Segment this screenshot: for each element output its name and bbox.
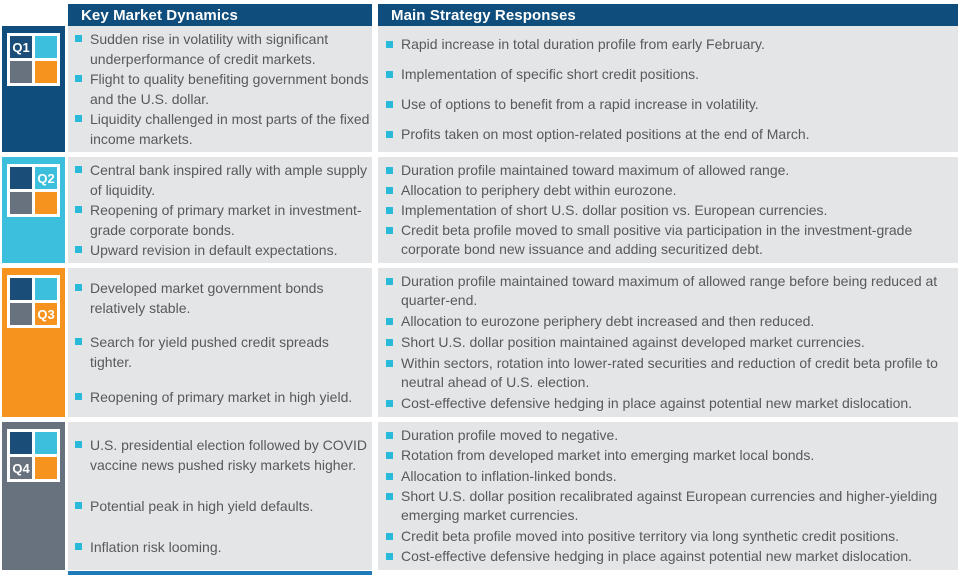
bullet-item (386, 181, 950, 200)
bullet-text: Allocation to periphery debt within eurozone. (401, 181, 677, 198)
bullet-square-icon (386, 131, 393, 138)
bullet-item (386, 35, 950, 54)
bullet-square-icon (75, 543, 82, 550)
bullet-item (386, 95, 950, 114)
quadrant-label-q3: Q3 (35, 303, 57, 325)
bullet-text: Duration profile maintained toward maximum of allowed range. (401, 161, 790, 178)
bullet-text: Credit beta profile moved to small positive via participation in the investment-grade corporate bond new issuance and adding securitized debt. (401, 222, 913, 258)
bullet-square-icon (386, 360, 393, 367)
bullet-item (386, 201, 950, 220)
responses-cell (378, 268, 958, 417)
dynamics-cell (68, 268, 372, 417)
bullet-square-icon (75, 284, 82, 291)
bullet-item (386, 312, 950, 331)
bullet-square-icon (386, 339, 393, 346)
quadrant-bottom-right-icon (35, 192, 57, 214)
bullet-square-icon (386, 41, 393, 48)
responses-cell (378, 157, 958, 263)
bullet-item (75, 109, 370, 149)
bullet-text: Reopening of primary market in investment-grade corporate bonds. (90, 202, 362, 238)
bullet-square-icon (386, 493, 393, 500)
bullet-text: Rapid increase in total duration profile from early February. (401, 35, 765, 52)
quarter-row (0, 422, 960, 570)
bullet-square-icon (75, 166, 82, 173)
bullet-text: U.S. presidential election followed by COVID vaccine news pushed risky markets higher. (90, 437, 368, 474)
quadrant-top-right-icon (35, 278, 57, 300)
bullet-item (386, 272, 950, 310)
bullet-square-icon (75, 502, 82, 509)
bullet-item (386, 446, 950, 465)
bullet-item (386, 354, 950, 392)
bullet-square-icon (386, 432, 393, 439)
bullet-item (75, 200, 370, 240)
bullet-item (386, 125, 950, 144)
bullet-square-icon (75, 393, 82, 400)
bullet-item (75, 240, 370, 260)
quadrant-label-q2: Q2 (35, 167, 57, 189)
quarter-row (0, 26, 960, 152)
bullet-text: Short U.S. dollar position recalibrated against European currencies and higher-yielding emerging market currencies. (401, 488, 938, 524)
bullet-item (75, 387, 370, 407)
column-header-key-market-dynamics: Key Market Dynamics (68, 4, 372, 26)
bullet-text: Duration profile moved to negative. (401, 426, 619, 443)
bullet-square-icon (386, 400, 393, 407)
bullet-text: Flight to quality benefiting government bonds and the U.S. dollar. (90, 71, 369, 107)
bullet-square-icon (386, 187, 393, 194)
quadrant-bottom-right-icon (35, 457, 57, 479)
bullet-text: Central bank inspired rally with ample supply of liquidity. (90, 162, 368, 198)
bullet-square-icon (75, 35, 82, 42)
bottom-accent-rule (68, 571, 372, 575)
bullet-square-icon (386, 452, 393, 459)
bullet-text: Upward revision in default expectations. (90, 242, 338, 258)
bullet-text: Inflation risk looming. (90, 538, 222, 555)
quadrant-label-q4: Q4 (10, 457, 32, 479)
quarter-quadrant-icon (7, 164, 60, 217)
bullet-text: Reopening of primary market in high yield. (90, 388, 353, 405)
bullet-item (75, 278, 370, 318)
quadrant-bottom-left-icon (10, 303, 32, 325)
quadrant-bottom-left-icon (10, 61, 32, 83)
bullet-square-icon (386, 533, 393, 540)
bullet-square-icon (75, 206, 82, 213)
bullet-square-icon (386, 553, 393, 560)
bullet-text: Short U.S. dollar position maintained against developed market currencies. (401, 334, 865, 350)
dynamics-cell (68, 26, 372, 152)
bullet-square-icon (386, 278, 393, 285)
quadrant-top-right-icon (35, 432, 57, 454)
bullet-square-icon (386, 227, 393, 234)
quarter-quadrant-icon (7, 33, 60, 86)
quarter-row (0, 157, 960, 263)
quarter-panel (2, 422, 65, 570)
bullet-item (386, 547, 950, 566)
bullet-text: Within sectors, rotation into lower-rated securities and reduction of credit beta profile to neutral ahead of U.S. election. (401, 355, 938, 390)
bullet-text: Developed market government bonds relatively stable. (90, 280, 324, 317)
quarter-panel (2, 26, 65, 152)
quarter-panel (2, 268, 65, 417)
bullet-text: Allocation to eurozone periphery debt increased and then reduced. (401, 313, 815, 329)
bullet-item (386, 527, 950, 546)
bullet-text: Use of options to benefit from a rapid increase in volatility. (401, 95, 759, 112)
bullet-square-icon (75, 441, 82, 448)
bullet-item (75, 29, 370, 69)
quadrant-top-left-icon (10, 167, 32, 189)
dynamics-cell (68, 157, 372, 263)
bullet-square-icon (386, 318, 393, 325)
quadrant-bottom-right-icon (35, 61, 57, 83)
bullet-text: Liquidity challenged in most parts of the fixed income markets. (90, 111, 370, 147)
bullet-text: Implementation of specific short credit positions. (401, 65, 700, 82)
bullet-text: Allocation to inflation-linked bonds. (401, 467, 617, 484)
column-header-main-strategy-responses: Main Strategy Responses (378, 4, 958, 26)
bullet-square-icon (75, 338, 82, 345)
quadrant-top-left-icon (10, 432, 32, 454)
bullet-item (75, 160, 370, 200)
bullet-square-icon (386, 101, 393, 108)
quarter-row (0, 268, 960, 417)
bullet-square-icon (75, 115, 82, 122)
quadrant-top-right-icon (35, 36, 57, 58)
bullet-item (75, 435, 370, 475)
bullet-item (386, 487, 950, 525)
quarter-panel (2, 157, 65, 263)
bullet-item (386, 161, 950, 180)
bullet-item (386, 467, 950, 486)
bullet-text: Cost-effective defensive hedging in place against potential new market dislocation. (401, 548, 913, 565)
bullet-item (75, 332, 370, 372)
bullet-item (386, 65, 950, 84)
bullet-text: Cost-effective defensive hedging in place against potential new market dislocation. (401, 395, 913, 411)
bullet-text: Rotation from developed market into emerging market local bonds. (401, 447, 815, 464)
icon-column-spacer (0, 4, 68, 26)
quadrant-top-left-icon (10, 278, 32, 300)
bullet-item (386, 221, 950, 259)
bullet-text: Search for yield pushed credit spreads tighter. (90, 334, 329, 371)
dynamics-cell (68, 422, 372, 570)
bullet-item (386, 333, 950, 352)
bullet-square-icon (386, 473, 393, 480)
bullet-item (386, 426, 950, 445)
bullet-item (75, 496, 370, 516)
bullet-square-icon (386, 167, 393, 174)
bullet-text: Implementation of short U.S. dollar position vs. European currencies. (401, 202, 828, 219)
bullet-item (75, 69, 370, 109)
bullet-text: Potential peak in high yield defaults. (90, 497, 314, 514)
bullet-text: Duration profile maintained toward maximum of allowed range before being reduced at quarter-end. (401, 273, 938, 308)
bullet-text: Credit beta profile moved into positive territory via long synthetic credit positions. (401, 527, 900, 544)
bullet-item (386, 394, 950, 413)
header-row (0, 4, 960, 26)
bullet-square-icon (386, 207, 393, 214)
responses-cell (378, 422, 958, 570)
quadrant-label-q1: Q1 (10, 36, 32, 58)
bullet-square-icon (386, 71, 393, 78)
bullet-item (75, 537, 370, 557)
quadrant-bottom-left-icon (10, 192, 32, 214)
bullet-text: Sudden rise in volatility with significant underperformance of credit markets. (90, 31, 329, 67)
bullet-square-icon (75, 75, 82, 82)
responses-cell (378, 26, 958, 152)
bullet-text: Profits taken on most option-related positions at the end of March. (401, 125, 810, 142)
quarter-quadrant-icon (7, 429, 60, 482)
quarter-quadrant-icon (7, 275, 60, 328)
bullet-square-icon (75, 246, 82, 253)
